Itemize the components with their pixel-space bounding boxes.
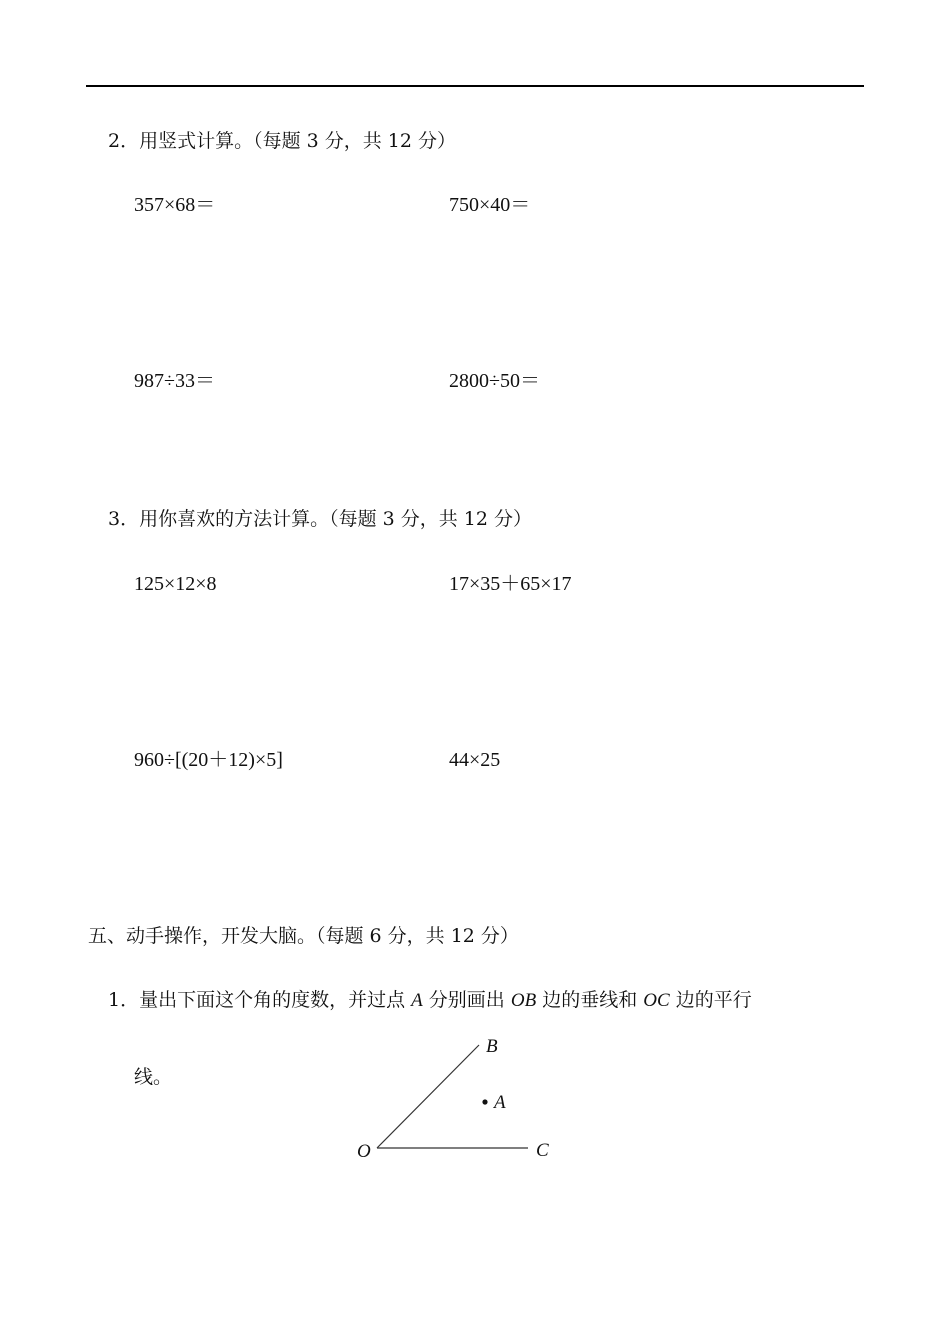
ray-ob <box>377 1045 479 1148</box>
q2-item-1: 357×68＝ <box>134 194 216 216</box>
q3-item-4: 44×25 <box>449 749 501 771</box>
q2-item-4: 2800÷50＝ <box>449 370 540 392</box>
label-c: C <box>536 1140 549 1161</box>
s5-q1-part3: 边的垂线和 <box>536 989 644 1011</box>
s5-q1-oc: OC <box>643 990 670 1011</box>
s5-q1-line2: 线。 <box>134 1066 173 1088</box>
s5-q1-point-a: A <box>411 990 423 1011</box>
q2-item-2: 750×40＝ <box>449 194 531 216</box>
label-a: A <box>494 1092 506 1113</box>
q3-item-2: 17×35＋65×17 <box>449 573 572 595</box>
q3-item-3: 960÷[(20＋12)×5] <box>134 749 283 771</box>
s5-q1-part1: 1．量出下面这个角的度数，并过点 <box>108 989 412 1011</box>
q2-item-3: 987÷33＝ <box>134 370 215 392</box>
point-a-dot <box>482 1099 487 1104</box>
s5-q1-part2: 分别画出 <box>422 989 511 1011</box>
q2-title: 2．用竖式计算。（每题 3 分，共 12 分） <box>108 130 457 152</box>
section5-title: 五、动手操作，开发大脑。（每题 6 分，共 12 分） <box>88 925 519 947</box>
q3-title: 3．用你喜欢的方法计算。（每题 3 分，共 12 分） <box>108 508 533 530</box>
s5-q1-ob: OB <box>510 990 537 1011</box>
q3-item-1: 125×12×8 <box>134 573 217 595</box>
label-b: B <box>486 1036 498 1057</box>
s5-q1-part4: 边的平行 <box>669 989 752 1011</box>
label-o: O <box>357 1141 371 1162</box>
